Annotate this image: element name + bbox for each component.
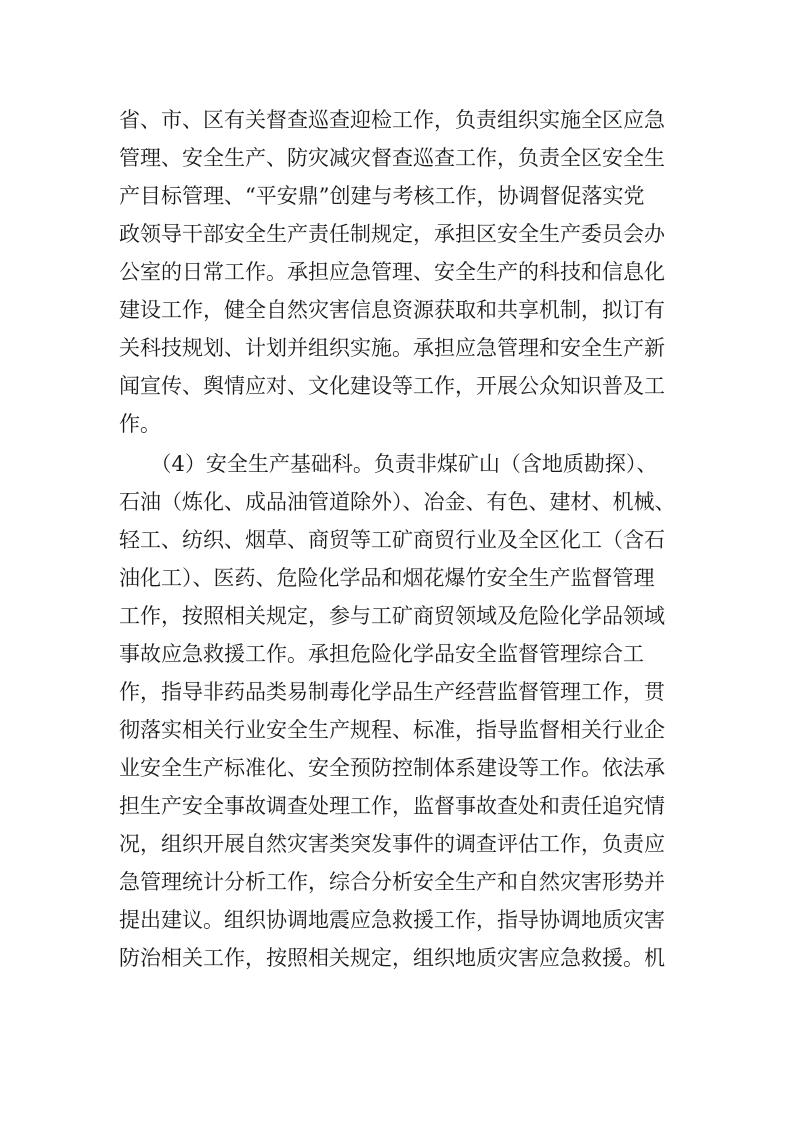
text-line: 事故应急救援工作。承担危险化学品安全监督管理综合工: [119, 642, 644, 666]
text-line: 油化工）、医药、危险化学品和烟花爆竹安全生产监督管理: [119, 566, 655, 590]
text-line: 防治相关工作，按照相关规定，组织地质灾害应急救援。机: [119, 946, 665, 970]
text-line: 急管理统计分析工作，综合分析安全生产和自然灾害形势并: [119, 870, 665, 894]
text-line: 况，组织开展自然灾害类突发事件的调查评估工作，负责应: [119, 832, 665, 856]
text-line: 政领导干部安全生产责任制规定，承担区安全生产委员会办: [119, 222, 665, 246]
text-line: 彻落实相关行业安全生产规程、标准，指导监督相关行业企: [119, 718, 665, 742]
text-line: 工作，按照相关规定，参与工矿商贸领域及危险化学品领域: [119, 604, 665, 628]
text-line: 作，指导非药品类易制毒化学品生产经营监督管理工作，贯: [119, 680, 665, 704]
text-line: 管理、安全生产、防灾减灾督查巡查工作，负责全区安全生: [119, 146, 665, 170]
text-line: 轻工、纺织、烟草、商贸等工矿商贸行业及全区化工（含石: [119, 528, 665, 552]
text-line: 闻宣传、舆情应对、文化建设等工作，开展公众知识普及工: [119, 374, 665, 398]
text-line: 建设工作，健全自然灾害信息资源获取和共享机制，拟订有: [119, 298, 665, 322]
text-line: 省、市、区有关督查巡查迎检工作，负责组织实施全区应急: [119, 108, 665, 132]
text-line: 提出建议。组织协调地震应急救援工作，指导协调地质灾害: [119, 908, 665, 932]
text-line: 石油（炼化、成品油管道除外）、冶金、有色、建材、机械、: [119, 490, 676, 514]
text-line: 业安全生产标准化、安全预防控制体系建设等工作。依法承: [119, 756, 665, 780]
text-line: 作。: [119, 412, 161, 436]
text-line: 公室的日常工作。承担应急管理、安全生产的科技和信息化: [119, 260, 665, 284]
body-text: [119, 101, 679, 977]
text-line: 产目标管理、“平安鼎”创建与考核工作，协调督促落实党: [119, 184, 645, 208]
text-line: 担生产安全事故调查处理工作，监督事故查处和责任追究情: [119, 794, 665, 818]
section-heading-line: （4）安全生产基础科。负责非煤矿山（含地质勘探）、: [119, 452, 658, 476]
text-line: 关科技规划、计划并组织实施。承担应急管理和安全生产新: [119, 336, 665, 360]
